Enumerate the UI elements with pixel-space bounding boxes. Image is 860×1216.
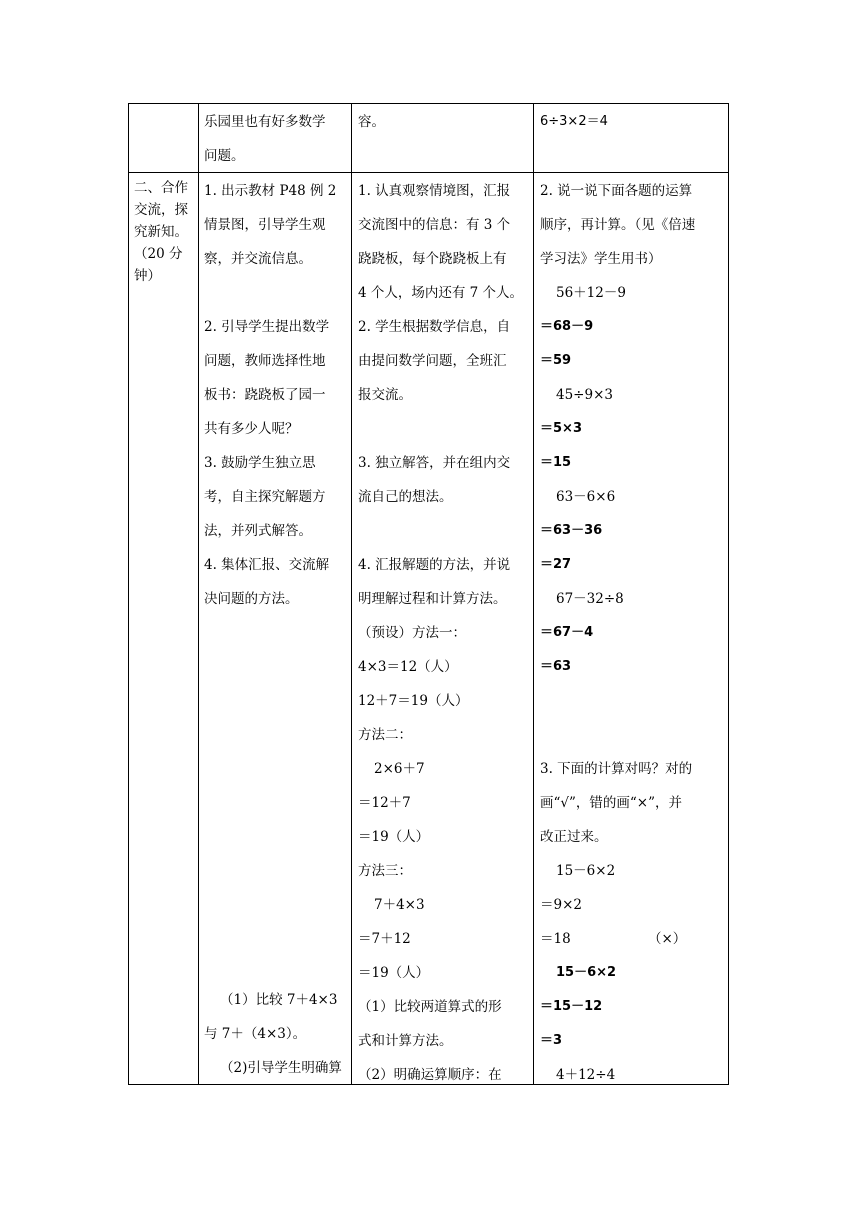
calc-line: ＝67－4 xyxy=(540,625,594,640)
text-line: 交流图中的信息：有 3 个 xyxy=(358,217,511,233)
fix-line: ＝15－12 xyxy=(540,999,603,1014)
text-line: ＝7＋12 xyxy=(358,931,411,947)
stage-label-line: 钟） xyxy=(134,268,161,284)
text-line: 法，并列式解答。 xyxy=(204,523,312,539)
text-line: ＝12＋7 xyxy=(358,795,411,811)
calc-line: ＝63 xyxy=(540,659,572,674)
text-line: 乐园里也有好多数学 xyxy=(204,114,326,130)
spacer xyxy=(358,514,534,548)
calc-line: ＝59 xyxy=(540,353,572,368)
top-row-exercise-cell xyxy=(540,105,726,139)
text-line: ＝19（人） xyxy=(358,965,430,981)
text-line: 2. 引导学生提出数学 xyxy=(204,319,330,335)
text-line: 方法二： xyxy=(358,727,412,743)
check-result-line xyxy=(540,922,726,956)
text-line: 报交流。 xyxy=(358,387,412,403)
calc-line: ＝15 xyxy=(540,455,572,470)
exercises-cell xyxy=(540,174,726,1092)
top-row-teacher-cell xyxy=(204,105,352,173)
check-result-value: ＝18 xyxy=(540,931,571,947)
teacher-comparison-cell xyxy=(204,983,352,1085)
top-row-student-cell xyxy=(358,105,534,139)
text-line: 与 7＋（4×3）。 xyxy=(204,1026,307,1042)
stage-label-line: 二、合作 xyxy=(134,180,188,196)
text-line: 情景图，引导学生观 xyxy=(204,217,326,233)
calc-line: 63－6×6 xyxy=(556,489,616,505)
text-line: 3. 下面的计算对吗？对的 xyxy=(540,761,693,777)
text-line: 板书：跷跷板了园一 xyxy=(204,387,326,403)
stage-label-line: 究新知。 xyxy=(134,224,188,240)
calc-line: 4＋12÷4 xyxy=(556,1067,616,1083)
text-line: 方法三： xyxy=(358,863,412,879)
text-line: 1. 认真观察情境图，汇报 xyxy=(358,183,511,199)
text-line: 2. 说一说下面各题的运算 xyxy=(540,183,693,199)
spacer xyxy=(204,276,352,310)
text-line: 7＋4×3 xyxy=(374,897,425,913)
fix-line: ＝3 xyxy=(540,1033,563,1048)
text-line: 4×3＝12（人） xyxy=(358,659,458,675)
text-line: 4. 汇报解题的方法，并说 xyxy=(358,557,511,573)
calc-line: 67－32÷8 xyxy=(556,591,624,607)
text-line: 2×6＋7 xyxy=(374,761,425,777)
text-line: 4 个人，场内还有 7 个人。 xyxy=(358,285,524,301)
calc-line: ＝5×3 xyxy=(540,421,582,436)
text-line: 察，并交流信息。 xyxy=(204,251,312,267)
text-line: ＝19（人） xyxy=(358,829,430,845)
text-line: （1）比较 7＋4×3 xyxy=(220,992,338,1008)
text-line: 容。 xyxy=(358,114,385,130)
text-line: 考，自主探究解题方 xyxy=(204,489,326,505)
text-line: 流自己的想法。 xyxy=(358,489,453,505)
text-line: 1. 出示教材 P48 例 2 xyxy=(204,183,337,199)
check-line: ＝9×2 xyxy=(540,897,582,913)
wrong-mark: （×） xyxy=(648,931,687,947)
calc-line: ＝27 xyxy=(540,557,572,572)
text-line: 3. 鼓励学生独立思 xyxy=(204,455,316,471)
text-line: 决问题的方法。 xyxy=(204,591,299,607)
text-line: 问题。 xyxy=(204,148,245,164)
text-line: 式和计算方法。 xyxy=(358,1033,453,1049)
text-line: 2. 学生根据数学信息，自 xyxy=(358,319,511,335)
calc-line: ＝68－9 xyxy=(540,319,594,334)
teacher-activities-cell xyxy=(204,174,352,616)
spacer xyxy=(540,684,726,718)
calc-line: ＝63－36 xyxy=(540,523,603,538)
text-line: 3. 独立解答，并在组内交 xyxy=(358,455,511,471)
text-line: 6÷3×2＝4 xyxy=(540,114,608,129)
text-line: （预设）方法一： xyxy=(358,625,466,641)
calc-line: 45÷9×3 xyxy=(556,387,613,403)
text-line: （1）比较两道算式的形 xyxy=(358,999,502,1015)
stage-label-cell xyxy=(134,177,198,287)
calc-line: 56＋12－9 xyxy=(556,285,626,301)
stage-label-line: （20 分 xyxy=(134,246,183,262)
text-line: 跷跷板，每个跷跷板上有 xyxy=(358,251,507,267)
text-line: 问题，教师选择性地 xyxy=(204,353,326,369)
text-line: 学习法》学生用书） xyxy=(540,251,662,267)
text-line: 4. 集体汇报、交流解 xyxy=(204,557,330,573)
text-line: 顺序，再计算。（见《倍速 xyxy=(540,217,696,233)
text-line: （2)引导学生明确算 xyxy=(220,1060,342,1076)
spacer xyxy=(358,412,534,446)
text-line: 改正过来。 xyxy=(540,829,608,845)
table-border-right xyxy=(728,103,729,1085)
lesson-plan-table xyxy=(128,103,729,1085)
check-line: 15－6×2 xyxy=(556,863,616,879)
student-activities-cell xyxy=(358,174,534,1092)
text-line: 12＋7＝19（人） xyxy=(358,693,469,709)
text-line: 画“√”，错的画“×”，并 xyxy=(540,795,683,811)
text-line: 明理解过程和计算方法。 xyxy=(358,591,507,607)
table-border-left xyxy=(128,103,129,1085)
text-line: （2）明确运算顺序：在 xyxy=(358,1067,502,1083)
stage-label-line: 交流，探 xyxy=(134,202,188,218)
text-line: 共有多少人呢？ xyxy=(204,421,299,437)
column-divider-1 xyxy=(198,103,199,1085)
table-border-top xyxy=(128,103,729,104)
fix-line: 15－6×2 xyxy=(556,965,617,980)
spacer xyxy=(540,718,726,752)
text-line: 由提问数学问题，全班汇 xyxy=(358,353,507,369)
